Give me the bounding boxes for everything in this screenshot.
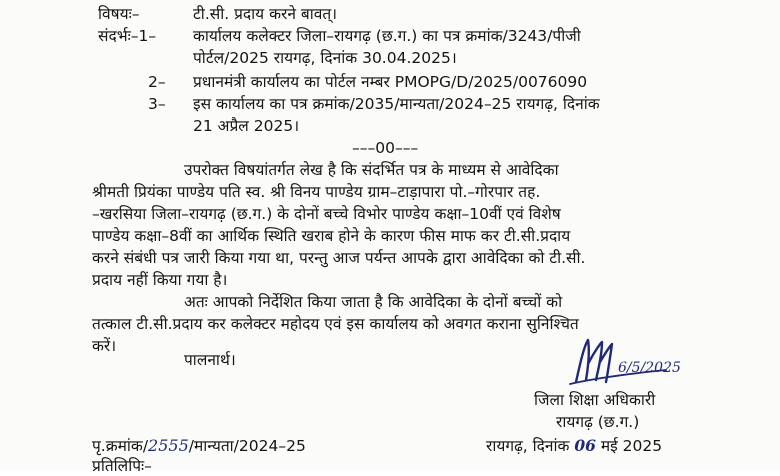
reference-2-number: 2– — [148, 73, 166, 91]
designation: जिला शिक्षा अधिकारी — [534, 391, 656, 409]
place-date-prefix: रायगढ़, दिनांक — [486, 437, 570, 455]
date-suffix: मई 2025 — [600, 437, 663, 455]
reference-1-line-1: कार्यालय कलेक्टर जिला–रायगढ़ (छ.ग.) का पत्र क्रमांक/3243/पीजी — [193, 27, 581, 45]
reference-3-number: 3– — [148, 95, 166, 113]
para1-line-5: करने संबंधी पत्र जारी किया गया था, परन्तु आज पर्यन्त आपके द्वारा आवेदिका को टी.सी. — [92, 249, 586, 267]
handwritten-day: 06 — [574, 436, 596, 455]
reference-1-line-2: पोर्टल/2025 रायगढ़, दिनांक 30.04.2025। — [193, 49, 457, 67]
endorsement-date-line — [486, 436, 662, 456]
para1-line-2: श्रीमती प्रियंका पाण्डेय पति स्व. श्री विनय पाण्डेय ग्राम–टाड़ापारा पो.–गोरपार तह. — [92, 183, 541, 201]
endorsement-number-line — [92, 436, 306, 456]
para1-line-1: उपरोक्त विषयांतर्गत लेख है कि संदर्भित पत्र के माध्यम से आवेदिका — [184, 161, 559, 179]
copy-label: प्रतिलिपिः– — [92, 457, 152, 475]
para1-line-6: प्रदाय नहीं किया गया है। — [92, 271, 228, 289]
para2-line-2: तत्काल टी.सी.प्रदाय कर कलेक्टर महोदय एवं इस कार्यालय को अवगत कराना सुनिश्चित — [92, 315, 579, 333]
reference-2-line-1: प्रधानमंत्री कार्यालय का पोर्टल नम्बर PMOPG/D/2025/0076090 — [193, 73, 588, 91]
reference-3-line-1: इस कार्यालय का पत्र क्रमांक/2035/मान्यता/2024–25 रायगढ़, दिनांक — [193, 95, 600, 113]
separator: –––00––– — [352, 139, 419, 157]
subject-label: विषयः– — [98, 5, 140, 23]
reference-3-line-2: 21 अप्रैल 2025। — [193, 117, 300, 135]
endorsement-suffix: /मान्यता/2024–25 — [188, 437, 306, 455]
para1-line-3: –खरसिया जिला–रायगढ़ (छ.ग.) के दोनों बच्चे विभोर पाण्डेय कक्षा–10वीं एवं विशेष — [92, 205, 561, 223]
reference-label: संदर्भः–1– — [98, 27, 157, 45]
subject-text: टी.सी. प्रदाय करने बावत्। — [193, 5, 338, 23]
para2-line-1: अतः आपको निर्देशित किया जाता है कि आवेदिका के दोनों बच्चों को — [184, 293, 563, 311]
signature-date: 6/5/2025 — [618, 360, 681, 376]
para2-line-3: करें। — [92, 337, 117, 355]
para1-line-4: पाण्डेय कक्षा–8वीं का आर्थिक स्थिति खराब होने के कारण फीस माफ कर टी.सी.प्रदाय — [92, 227, 571, 245]
office-place: रायगढ़ (छ.ग.) — [556, 413, 640, 431]
endorsement-prefix: पृ.क्रमांक/ — [92, 437, 149, 455]
compliance-note: पालनार्थ। — [184, 351, 236, 369]
endorsement-handwritten-number: 2555 — [148, 436, 189, 455]
